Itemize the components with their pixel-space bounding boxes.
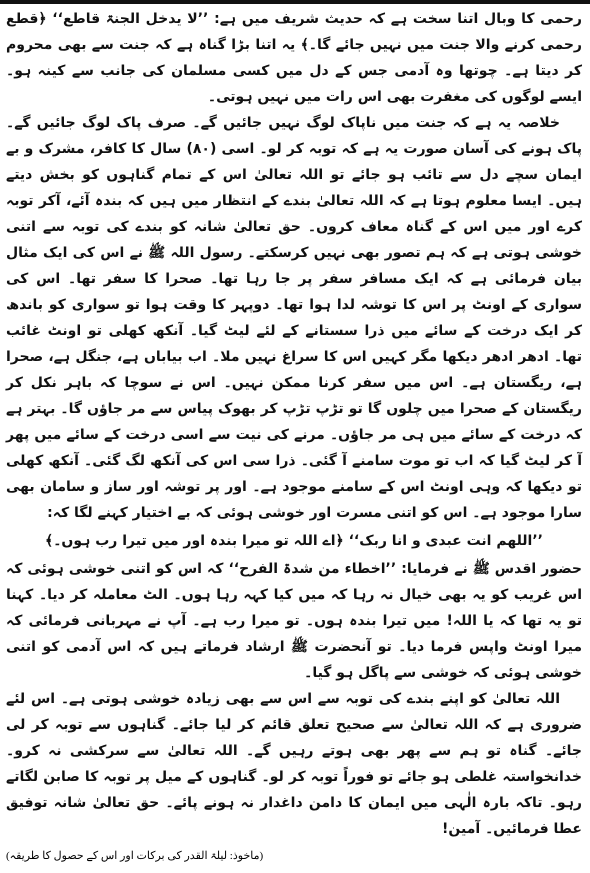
- paragraph-4: اللہ تعالیٰ کو اپنے بندے کی توبہ سے اس سے بھی زیادہ خوشی ہوتی ہے۔ اس لئے ضروری ہے کہ اللہ تعالیٰ سے صحیح تعلق قائم کر لیا جائے۔ گناہوں سے توبہ کر لی جائے۔ گناہ تو ہم سے پھر بھی ہوتے رہیں گے۔ اللہ تعالیٰ سے سرکشی نہ کرو۔ خدانخواستہ غلطی ہو جائے تو فوراً توبہ کر لو۔ گناہوں کے میل پر توبہ کا صابن لگاتے رہو۔ تاکہ بارہ الٰہی میں ایمان کا دامن داغدار نہ ہونے پائے۔ حق تعالیٰ شانہ توفیق عطا فرمائیں۔ آمین!: [6, 691, 582, 837]
- source-note: (ماخوذ: لیلۃ القدر کی برکات اور اس کے حصول کا طریقہ): [6, 850, 264, 862]
- document-page: [6, 6, 582, 869]
- paragraph-1: رحمی کا وبال اتنا سخت ہے کہ حدیث شریف میں ہے: ’’لا یدخل الجنۃ قاطع‘‘ ﴿قطع رحمی کرنے والا جنت میں نہیں جائے گا۔﴾ یہ اتنا بڑا گناہ ہے کہ جنت سے بھی محروم کر دیتا ہے۔ چوتھا وہ آدمی جس کے دل میں کسی مسلمان کی جانب سے کینہ ہو۔ ایسے لوگوں کی مغفرت بھی اس رات میں نہیں ہوتی۔: [6, 11, 582, 105]
- paragraph-3: حضور اقدس ﷺ نے فرمایا: ’’اخطاء من شدۃ الفرح‘‘ کہ اس کو اتنی خوشی ہوئی کہ اس غریب کو یہ بھی خیال نہ رہا کہ میں کیا کہہ رہا ہوں۔ الٹ معاملہ کر دیا۔ کہنا تو یہ تھا کہ یا اللہ! میں تیرا بندہ ہوں۔ تو میرا رب ہے۔ آپ نے مہربانی فرمائی کہ میرا اونٹ واپس فرما دیا۔ تو آنحضرت ﷺ ارشاد فرماتے ہیں کہ اس آدمی کو اتنی خوشی ہوئی کہ خوشی سے پاگل ہو گیا۔: [6, 561, 582, 681]
- paragraph-2: خلاصہ یہ ہے کہ جنت میں ناپاک لوگ نہیں جائیں گے۔ صرف پاک لوگ جائیں گے۔ پاک ہونے کی آسان صورت یہ ہے کہ توبہ کر لو۔ اسی (۸۰) سال کا کافر، مشرک و بے ایمان سچے دل سے تائب ہو جائے تو اللہ تعالیٰ اس کے تمام گناہوں کو بخش دیتے ہیں۔ ایسا معلوم ہوتا ہے کہ اللہ تعالیٰ بندے کے انتظار میں ہیں کہ بندہ آئے، آکر توبہ کرے اور میں اس کے گناہ معاف کروں۔ حق تعالیٰ شانہ کو بندے کی توبہ سے اتنی خوشی ہوتی ہے کہ ہم تصور بھی نہیں کرسکتے۔ رسول اللہ ﷺ نے اس کی ایک مثال بیان فرمائی ہے کہ ایک مسافر سفر پر جا رہا تھا۔ صحرا کا سفر تھا۔ اس کی سواری کے اونٹ پر اس کا توشہ لدا ہوا تھا۔ دوپہر کا وقت ہوا تو سواری کو باندھ کر ایک درخت کے سائے میں ذرا سستانے کے لئے لیٹ گیا۔ آنکھ کھلی تو اونٹ غائب تھا۔ ادھر ادھر دیکھا مگر کہیں اس کا سراغ نہیں ملا۔ اب بیاباں ہے، جنگل ہے، صحرا ہے، ریگستان ہے۔ اس میں سفر کرنا ممکن نہیں۔ اس نے سوچا کہ باہر نکل کر ریگستان کے صحرا میں چلوں گا تو تڑپ تڑپ کر بھوک پیاس سے مر جاؤں گا۔ بہتر ہے کہ درخت کے سائے میں ہی مر جاؤں۔ مرنے کی نیت سے اسی درخت کے سائے میں پھر آ کر لیٹ گیا کہ اب تو موت سامنے آ گئی۔ ذرا سی اس کی آنکھ لگ گئی۔ آنکھ کھلی تو دیکھا کہ وہی اونٹ اس کے سامنے موجود ہے۔ اور پر توشہ اور ساز و سامان بھی سارا موجود ہے۔ اس کو اتنی مسرت اور خوشی ہوئی کہ بے اختیار کہنے لگا کہ:: [6, 115, 582, 521]
- dua-quote: ’’اللھم انت عبدی و انا ربک‘‘ ﴿اے اللہ تو میرا بندہ اور میں تیرا رب ہوں۔﴾: [45, 533, 543, 549]
- top-rule: [0, 0, 590, 4]
